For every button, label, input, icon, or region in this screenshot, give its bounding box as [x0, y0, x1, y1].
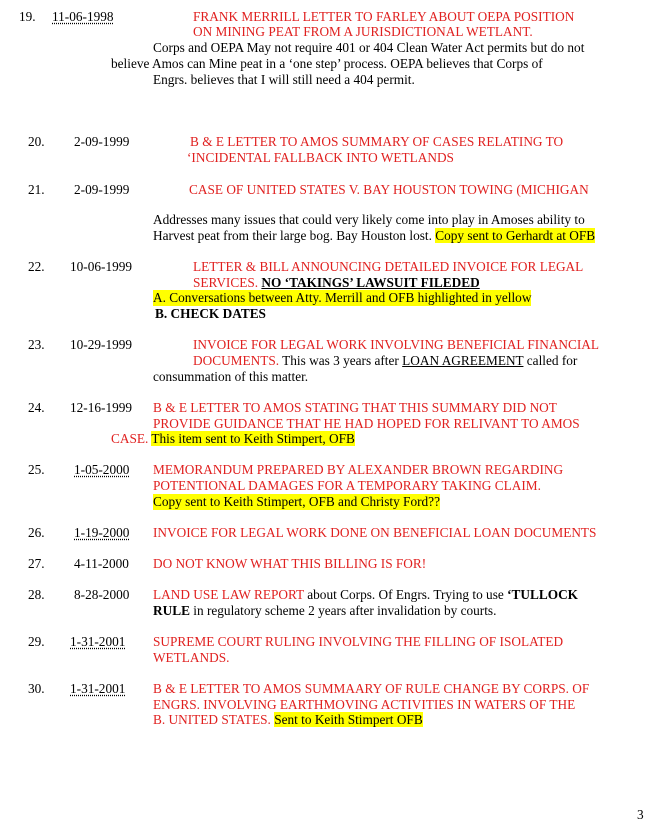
entry-title: DO NOT KNOW WHAT THIS BILLING IS FOR! [153, 556, 427, 571]
entry-title: ‘INCIDENTAL FALLBACK INTO WETLANDS [187, 150, 454, 165]
entry-number: 23. [28, 337, 45, 352]
entry-title-text: DOCUMENTS. [193, 353, 280, 368]
entry-number: 25. [28, 462, 45, 477]
entry-number: 28. [28, 587, 45, 602]
entry-date: 2-09-1999 [74, 134, 130, 149]
entry-number: 24. [28, 400, 45, 415]
entry-title: WETLANDS. [153, 650, 230, 665]
entry-body [153, 603, 496, 619]
entry-date: 12-16-1999 [70, 400, 133, 415]
entry-body: consummation of this matter. [153, 369, 309, 384]
entry-date: 1-19-2000 [74, 525, 130, 540]
entry-date: 10-06-1999 [70, 259, 133, 274]
entry-title [153, 712, 423, 728]
entry-number: 29. [28, 634, 45, 649]
entry-date: 11-06-1998 [52, 9, 114, 24]
entry-item-b: B. CHECK DATES [155, 306, 266, 321]
highlighted-note: Sent to Keith Stimpert OFB [274, 712, 423, 727]
entry-title [193, 275, 480, 291]
entry-body-bold: RULE [153, 603, 190, 618]
entry-body-text: called for [523, 353, 578, 368]
entry-title: INVOICE FOR LEGAL WORK DONE ON BENEFICIAL LOAN DOCUMENTS [153, 525, 597, 540]
entry-title-text: SERVICES. [193, 275, 262, 290]
entry-title [193, 353, 577, 369]
highlighted-item-a: A. Conversations between Atty. Merrill and OFB highlighted in yellow [153, 290, 532, 305]
entry-date: 2-09-1999 [74, 182, 130, 197]
entry-title: INVOICE FOR LEGAL WORK INVOLVING BENEFICIAL FINANCIAL [193, 337, 600, 352]
entry-title: CASE OF UNITED STATES V. BAY HOUSTON TOWING (MICHIGAN [189, 182, 589, 197]
entry-number: 22. [28, 259, 45, 274]
entry-title: POTENTIONAL DAMAGES FOR A TEMPORARY TAKING CLAIM. [153, 478, 541, 493]
entry-title-text: B. UNITED STATES. [153, 712, 275, 727]
entry-title: MEMORANDUM PREPARED BY ALEXANDER BROWN REGARDING [153, 462, 564, 477]
entry-number: 21. [28, 182, 45, 197]
entry-title-text: LAND USE LAW REPORT [153, 587, 304, 602]
entry-body-text: in regulatory scheme 2 years after invalidation by courts. [189, 603, 497, 618]
entry-number: 20. [28, 134, 45, 149]
entry-body-underlined: LOAN AGREEMENT [402, 353, 524, 368]
entry-title: FRANK MERRILL LETTER TO FARLEY ABOUT OEPA POSITION [193, 9, 575, 24]
entry-body-text: about Corps. Of Engrs. Trying to use [303, 587, 508, 602]
entry-title-text: CASE. [111, 431, 152, 446]
entry-title: ON MINING PEAT FROM A JURISDICTIONAL WETLANT. [193, 24, 533, 39]
entry-date: 1-31-2001 [70, 634, 126, 649]
entry-number: 27. [28, 556, 45, 571]
entry-title: B & E LETTER TO AMOS SUMMARY OF CASES RELATING TO [190, 134, 564, 149]
entry-date: 4-11-2000 [74, 556, 129, 571]
entry-body-text: This was 3 years after [279, 353, 403, 368]
entry-body-bold: ‘TULLOCK [507, 587, 579, 602]
entry-body: Engrs. believes that I will still need a 404 permit. [153, 72, 415, 87]
entry-body: believe Amos can Mine peat in a ‘one step’ process. OEPA believes that Corps of [111, 56, 543, 71]
entry-title: PROVIDE GUIDANCE THAT HE HAD HOPED FOR RELIVANT TO AMOS [153, 416, 580, 431]
entry-title: SUPREME COURT RULING INVOLVING THE FILLING OF ISOLATED [153, 634, 564, 649]
entry-body: Corps and OEPA May not require 401 or 404 Clean Water Act permits but do not [153, 40, 585, 55]
entry-number: 19. [19, 9, 36, 24]
entry-body: Addresses many issues that could very likely come into play in Amoses ability to [153, 212, 585, 227]
entry-date: 1-05-2000 [74, 462, 130, 477]
entry-title: LETTER & BILL ANNOUNCING DETAILED INVOICE FOR LEGAL [193, 259, 584, 274]
entry-title: ENGRS. INVOLVING EARTHMOVING ACTIVITIES IN WATERS OF THE [153, 697, 576, 712]
entry-number: 26. [28, 525, 45, 540]
highlighted-note: This item sent to Keith Stimpert, OFB [151, 431, 355, 446]
entry-title: B & E LETTER TO AMOS SUMMAARY OF RULE CHANGE BY CORPS. OF [153, 681, 590, 696]
entry-body-text: Harvest peat from their large bog. Bay Houston lost. [153, 228, 436, 243]
highlighted-note: Copy sent to Gerhardt at OFB [435, 228, 596, 243]
page-number: 3 [637, 807, 644, 822]
entry-title [111, 431, 355, 447]
entry-title [153, 587, 578, 603]
entry-date: 1-31-2001 [70, 681, 126, 696]
highlighted-note: Copy sent to Keith Stimpert, OFB and Christy Ford?? [153, 494, 440, 509]
entry-date: 10-29-1999 [70, 337, 133, 352]
entry-title: B & E LETTER TO AMOS STATING THAT THIS SUMMARY DID NOT [153, 400, 557, 415]
entry-date: 8-28-2000 [74, 587, 130, 602]
entry-title-emphasis: NO ‘TAKINGS’ LAWSUIT FILEDED [261, 275, 480, 290]
entry-body [153, 228, 595, 244]
entry-number: 30. [28, 681, 45, 696]
